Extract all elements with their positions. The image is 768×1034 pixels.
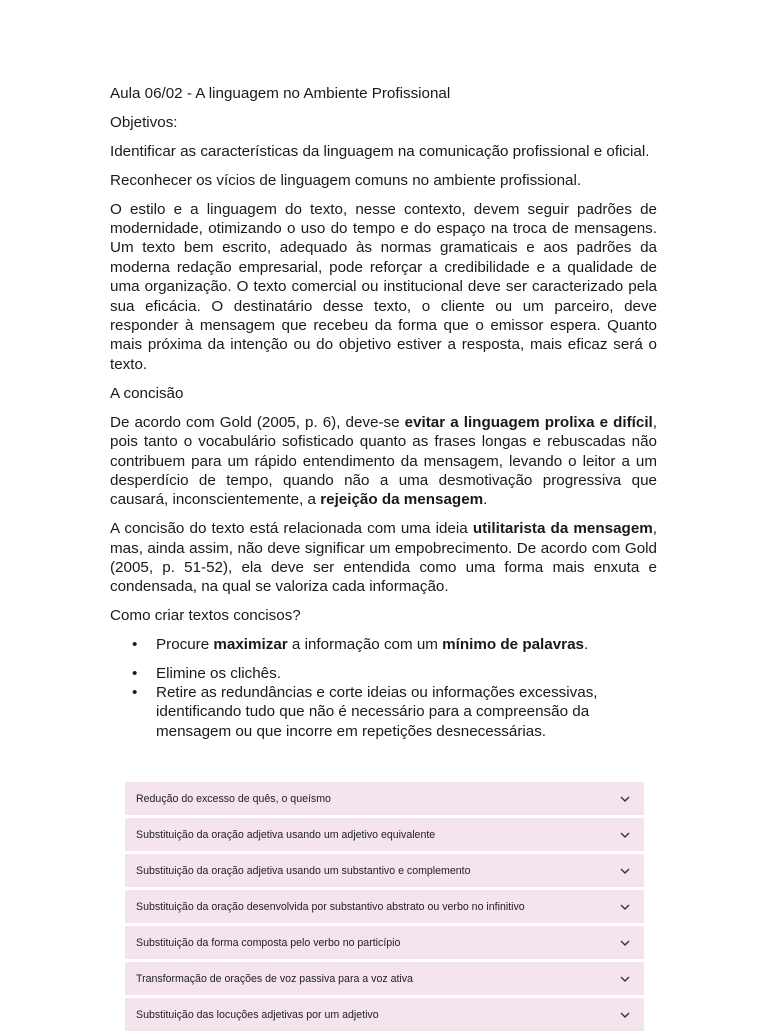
accordion-item-label: Substituição da oração adjetiva usando um adjetivo equivalente [136, 828, 436, 841]
accordion-item-label: Substituição da oração adjetiva usando um substantivo e complemento [136, 864, 471, 877]
bold-span: maximizar [213, 636, 288, 654]
accordion-item[interactable] [125, 890, 644, 923]
chevron-down-icon [618, 936, 632, 950]
accordion-item[interactable] [125, 818, 644, 851]
text-span: . [583, 636, 589, 654]
heading-concisao: A concisão [110, 384, 184, 402]
bold-span: mínimo de palavras [442, 636, 584, 654]
bold-span: rejeição da mensagem [320, 491, 484, 509]
question-heading: Como criar textos concisos? [110, 607, 301, 625]
accordion-item[interactable] [125, 782, 644, 815]
text-span: De acordo com Gold (2005, p. 6), deve-se [110, 413, 405, 431]
accordion-item-label: Transformação de orações de voz passiva para a voz ativa [136, 972, 413, 985]
bullet-list [110, 635, 657, 741]
paragraph-concisao [110, 519, 657, 597]
text-span: , mas, ainda assim, não deve significar um empobrecimento. De acordo com Gold (2005, p. 51-52), ela deve ser entendida como uma forma mais enxuta e condensada, na qual se valoriza cada informação. [110, 520, 658, 596]
accordion-item-label: Substituição da forma composta pelo verbo no particípio [136, 936, 401, 949]
paragraph-gold [110, 413, 657, 510]
accordion-item-label: Substituição das locuções adjetivas por um adjetivo [136, 1008, 379, 1021]
accordion-item[interactable] [125, 998, 644, 1031]
text-span: , pois tanto o vocabulário sofisticado quanto as frases longas e rebuscadas não contribuem para um rápido entendimento da mensagem, levando o leitor a um desperdício de tempo, quando não a uma desmotivação progressiva que causará, inconscientemente, a [110, 413, 657, 509]
chevron-down-icon [618, 792, 632, 806]
text-span: a informação com um [287, 636, 443, 654]
accordion-item[interactable] [125, 962, 644, 995]
list-item: • Elimine os clichês. [156, 664, 657, 683]
bold-span: evitar a linguagem prolixa e difícil [404, 413, 653, 431]
objective-2: Reconhecer os vícios de linguagem comuns no ambiente profissional. [110, 171, 582, 189]
chevron-down-icon [618, 864, 632, 878]
page-title: Aula 06/02 - A linguagem no Ambiente Profissional [110, 85, 451, 102]
chevron-down-icon [618, 1008, 632, 1022]
objective-1: Identificar as características da linguagem na comunicação profissional e oficial. [110, 142, 650, 160]
accordion [125, 782, 644, 1034]
bold-span: utilitarista da mensagem [472, 520, 653, 538]
text-span: . [483, 491, 488, 509]
chevron-down-icon [618, 972, 632, 986]
accordion-item[interactable] [125, 926, 644, 959]
accordion-item-label: Redução do excesso de quês, o queísmo [136, 792, 331, 805]
chevron-down-icon [618, 828, 632, 842]
text-span: A concisão do texto está relacionada com uma ideia [110, 520, 473, 538]
objectives-label: Objetivos: [110, 113, 178, 131]
paragraph-estilo: O estilo e a linguagem do texto, nesse contexto, devem seguir padrões de modernidade, otimizando o uso do tempo e do espaço na troca de mensagens. Um texto bem escrito, adequado às normas gramaticais e aos padrões da moderna redação empresarial, pode reforçar a credibilidade e a qualidade de uma organização. O texto comercial ou institucional deve ser caracterizado pela sua eficácia. O destinatário desse texto, o cliente ou um parceiro, deve responder à mensagem que recebeu da forma que o emissor espera. Quanto mais próxima da intenção ou do objetivo estiver a resposta, mais eficaz será o texto. [110, 200, 657, 373]
accordion-item-label: Substituição da oração desenvolvida por substantivo abstrato ou verbo no infinitivo [136, 900, 525, 913]
chevron-down-icon [618, 900, 632, 914]
document-body [110, 84, 657, 741]
text-span: Procure [156, 636, 214, 654]
accordion-item[interactable] [125, 854, 644, 887]
list-item [156, 635, 657, 654]
list-item: • Retire as redundâncias e corte ideias ou informações excessivas, identificando tudo que não é necessário para a compreensão da mensagem ou que incorre em repetições desnecessárias. [156, 683, 657, 741]
